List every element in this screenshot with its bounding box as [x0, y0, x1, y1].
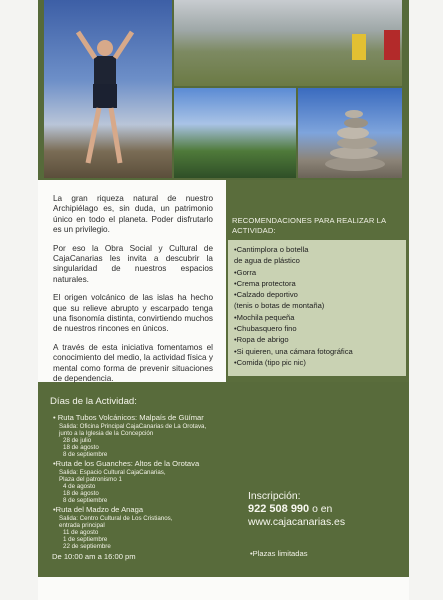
list-item: •Gorra [234, 267, 257, 277]
limited-places-note: •Plazas limitadas [250, 549, 308, 558]
route-date: 18 de agosto [63, 444, 99, 452]
intro-text [53, 194, 213, 393]
route-exit: Salida: Oficina Principal CajaCanarias de La Orotava, [59, 422, 207, 430]
list-item: (tenis o botas de montaña) [234, 301, 325, 311]
photo-hiker [44, 0, 172, 178]
route-exit: Salida: Espacio Cultural CajaCanarias, [59, 468, 166, 476]
intro-paragraph-3: El origen volcánico de las islas ha hecho que su relieve abrupto y escarpado tenga una fisonomía distinta, convirtiendo muchos de nuestros rincones en únicos. [53, 293, 213, 334]
route-date: 8 de septiembre [63, 497, 108, 505]
photo-group [174, 0, 402, 86]
list-item: •Chubasquero fino [234, 324, 297, 334]
list-item: •Crema protectora [234, 278, 296, 288]
list-item: •Calzado deportivo [234, 290, 298, 300]
route-date: 8 de septiembre [63, 451, 108, 459]
route-item-2 [53, 460, 223, 505]
route-place: entrada principal [59, 521, 105, 529]
registration-connector: o en [312, 504, 333, 515]
registration-web-link[interactable]: www.cajacanarias.es [248, 517, 346, 528]
hiker-figure [74, 28, 136, 168]
stone-stack-figure [320, 102, 390, 172]
intro-paragraph-2: Por eso la Obra Social y Cultural de CajaCanarias les invita a descubrir la singularidad de nuestros espacios naturales. [53, 243, 213, 284]
days-title: Días de la Actividad: [50, 396, 137, 407]
list-item: •Mochila pequeña [234, 312, 295, 322]
list-item: de agua de plástico [234, 256, 300, 266]
route-date: 11 de agosto [63, 529, 99, 536]
route-date: 22 de septiembre [63, 543, 111, 551]
route-date: 4 de agosto [63, 483, 96, 490]
recommendations-list [234, 244, 404, 368]
schedule-hours: De 10:00 am a 16:00 pm [52, 552, 136, 561]
route-item-1 [53, 414, 223, 459]
intro-paragraph-4: A través de esta iniciativa fomentamos el conocimiento del medio, la actividad física y mental como forma de prevenir situaciones de dependencia. [53, 342, 213, 384]
recommendations-title: RECOMENDACIONES PARA REALIZAR LA ACTIVIDAD: [232, 216, 386, 235]
list-item: •Ropa de abrigo [234, 335, 289, 345]
registration-phone[interactable]: 922 508 990 [248, 503, 310, 515]
route-date: 1 de septiembre [63, 536, 108, 544]
route-name: •Ruta de los Guanches: Altos de la Orotava [53, 459, 200, 468]
intro-paragraph-1: La gran riqueza natural de nuestro Archipiélago es, sin duda, un patrimonio único en todo el planeta. Poder disfrutarlo es un privilegio. [53, 194, 213, 235]
route-exit: Salida: Centro Cultural de Los Cristianos, [59, 514, 173, 522]
route-name: • Ruta Tubos Volcánicos: Malpaís de Güímar [53, 413, 204, 422]
registration-block [248, 490, 345, 529]
route-date: 28 de julio [63, 437, 92, 444]
list-item: •Si quieren, una cámara fotográfica [234, 346, 353, 356]
group-figures [348, 22, 402, 62]
photo-landscape [174, 88, 296, 178]
route-name: •Ruta del Madzo de Anaga [53, 505, 144, 514]
route-date: 18 de agosto [63, 490, 99, 498]
list-item: •Comida (tipo pic nic) [234, 357, 306, 367]
list-item: •Cantimplora o botella [234, 245, 309, 254]
route-place: Plaza del patronismo 1 [59, 475, 122, 483]
photo-stones [298, 88, 402, 178]
route-item-3 [53, 506, 223, 551]
registration-label: Inscripción: [248, 491, 301, 502]
route-place: junto a la Iglesia de la Concepción [59, 429, 154, 437]
